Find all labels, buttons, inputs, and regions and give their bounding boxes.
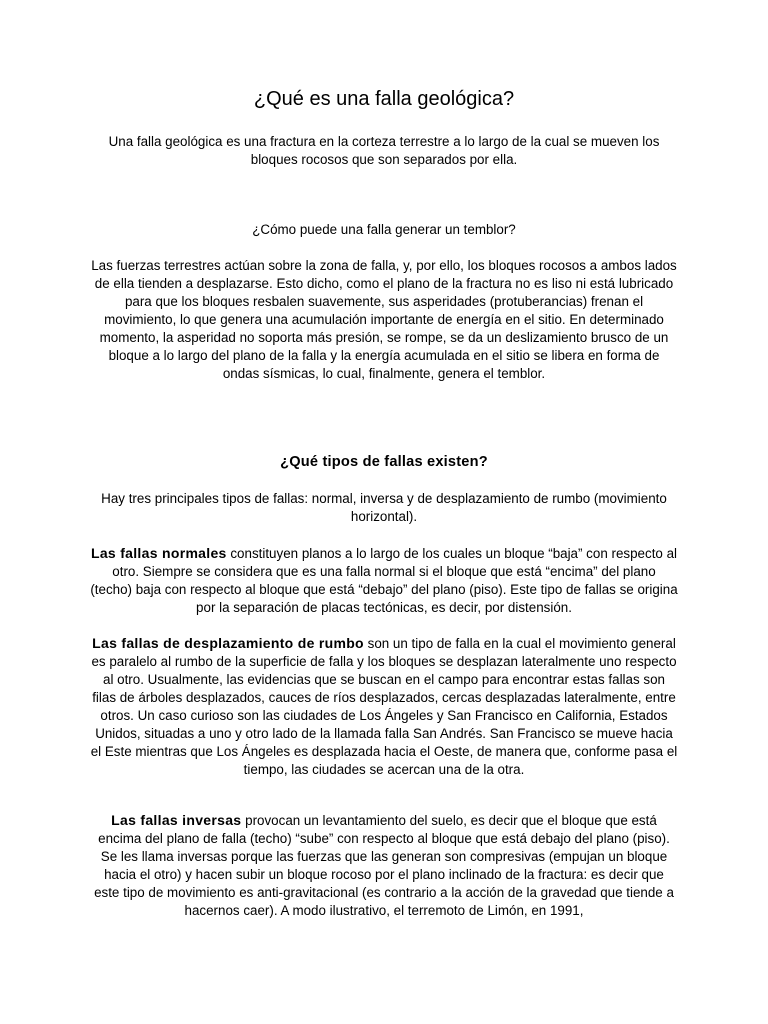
definition-paragraph	[90, 133, 678, 169]
tremor-question-text: ¿Cómo puede una falla generar un temblor?	[252, 222, 516, 237]
definition-text: Una falla geológica es una fractura en la corteza terrestre a lo largo de la cual se mueven los bloques rocosos que son separados por ella.	[108, 134, 660, 167]
normal-faults-lead: Las fallas normales	[90, 545, 227, 561]
reverse-faults-lead: Las fallas inversas	[111, 812, 242, 828]
normal-faults-paragraph	[90, 544, 678, 617]
strike-slip-body: son un tipo de falla en la cual el movimiento general es paralelo al rumbo de la superficie de falla y los bloques se desplazan lateralmente uno respecto al otro. Usualmente, las evidencias que se buscan en el campo para encontrar estas fallas son filas de árboles desplazados, cauces de ríos desplazados, cercas desplazadas lateralmente, entre otros. Un caso curioso son las ciudades de Los Ángeles y San Francisco en California, Estados Unidos, situadas a uno y otro lado de la llamada falla San Andrés. San Francisco se mueve hacia el Este mientras que Los Ángeles es desplazada hacia el Oeste, de manera que, conforme pasa el tiempo, las ciudades se acercan una de la otra.	[90, 636, 678, 777]
tremor-question	[90, 221, 678, 239]
strike-slip-paragraph	[90, 634, 678, 779]
types-intro-paragraph	[90, 490, 678, 526]
normal-faults-text	[90, 544, 678, 617]
normal-faults-body: constituyen planos a lo largo de los cuales un bloque “baja” con respecto al otro. Siempre se considera que es una falla normal si el bloque que está “encima” del plano (techo) baja con respecto al bloque que está “debajo” del plano (piso). Este tipo de fallas se origina por la separación de placas tectónicas, es decir, por distensión.	[90, 546, 678, 615]
tremor-explanation-text: Las fuerzas terrestres actúan sobre la zona de falla, y, por ello, los bloques rocosos a ambos lados de ella tienden a desplazarse. Esto dicho, como el plano de la fractura no es liso ni está lubricado para que los bloques resbalen suavemente, sus asperidades (protuberancias) frenan el movimiento, lo que genera una acumulación importante de energía en el sitio. En determinado momento, la asperidad no soporta más presión, se rompe, se da un deslizamiento brusco de un bloque a lo largo del plano de la falla y la energía acumulada en el sitio se libera en forma de ondas sísmicas, lo cual, finalmente, genera el temblor.	[91, 258, 677, 381]
strike-slip-text	[90, 634, 678, 779]
types-intro-text: Hay tres principales tipos de fallas: normal, inversa y de desplazamiento de rumbo (movimiento horizontal).	[101, 491, 667, 524]
types-heading: ¿Qué tipos de fallas existen?	[280, 454, 488, 470]
reverse-faults-text	[90, 811, 678, 920]
reverse-faults-body: provocan un levantamiento del suelo, es decir que el bloque que está encima del plano de falla (techo) “sube” con respecto al bloque que está debajo del plano (piso). Se les llama inversas porque las fuerzas que las generan son compresivas (empujan un bloque hacia el otro) y hacen subir un bloque rocoso por el plano inclinado de la fractura: es decir que este tipo de movimiento es anti-gravitacional (es contrario a la acción de la gravedad que tiende a hacernos caer). A modo ilustrativo, el terremoto de Limón, en 1991,	[94, 813, 674, 918]
strike-slip-lead: Las fallas de desplazamiento de rumbo	[92, 635, 364, 651]
tremor-explanation-paragraph	[90, 257, 678, 383]
page-title: ¿Qué es una falla geológica?	[253, 88, 515, 110]
reverse-faults-paragraph	[90, 811, 678, 920]
